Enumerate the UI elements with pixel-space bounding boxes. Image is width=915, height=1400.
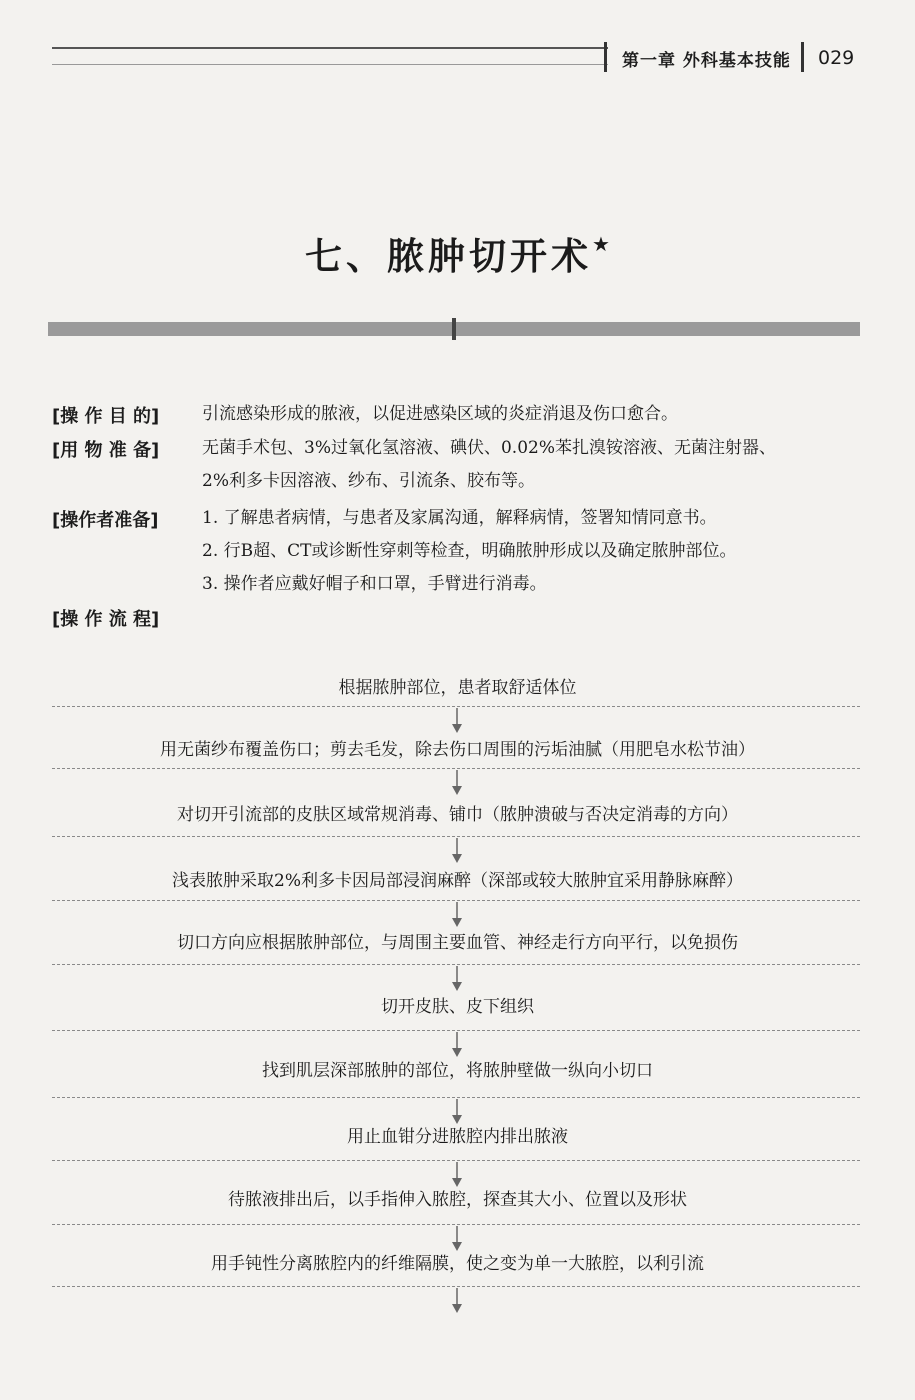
dashed-rule (52, 768, 860, 769)
purpose-line-1: 引流感染形成的脓液，以促进感染区域的炎症消退及伤口愈合。 (202, 404, 678, 424)
header-rule (52, 47, 608, 49)
flow-step: 根据脓肿部位，患者取舒适体位 (338, 678, 577, 698)
materials-line-1: 无菌手术包、3%过氧化氢溶液、碘伏、0.02%苯扎溴铵溶液、无菌注射器、 (202, 438, 776, 458)
dashed-rule (52, 1030, 860, 1031)
arrow-down-icon (450, 966, 464, 992)
star-mark: ★ (592, 232, 610, 256)
flow-step: 找到肌层深部脓肿的部位，将脓肿壁做一纵向小切口 (262, 1061, 653, 1081)
operator-line-2: 2. 行B超、CT或诊断性穿刺等检查，明确脓肿形成以及确定脓肿部位。 (202, 541, 737, 561)
page-number: 029 (818, 47, 855, 69)
flow-step: 切开皮肤、皮下组织 (381, 997, 534, 1017)
purpose-label: [操 作 目 的] (52, 406, 160, 427)
arrow-down-icon (450, 1226, 464, 1252)
operator-label: [操作者准备] (52, 510, 159, 531)
operator-line-3: 3. 操作者应戴好帽子和口罩，手臂进行消毒。 (202, 574, 547, 594)
arrow-down-icon (450, 1099, 464, 1125)
divider-mark (452, 318, 456, 340)
arrow-down-icon (450, 1162, 464, 1188)
flow-step: 浅表脓肿采取2%利多卡因局部浸润麻醉（深部或较大脓肿宜采用静脉麻醉） (172, 871, 743, 891)
flow-step: 对切开引流部的皮肤区域常规消毒、铺巾（脓肿溃破与否决定消毒的方向） (177, 805, 738, 825)
header-rule-thin (52, 64, 608, 65)
dashed-rule (52, 1097, 860, 1098)
arrow-down-icon (450, 838, 464, 864)
header-separator (604, 42, 607, 72)
flow-label: [操 作 流 程] (52, 609, 160, 630)
flow-step: 用无菌纱布覆盖伤口；剪去毛发，除去伤口周围的污垢油腻（用肥皂水松节油） (160, 740, 755, 760)
arrow-down-icon (450, 1288, 464, 1314)
dashed-rule (52, 1224, 860, 1225)
dashed-rule (52, 836, 860, 837)
materials-label: [用 物 准 备] (52, 440, 160, 461)
header-separator-right (801, 42, 804, 72)
arrow-down-icon (450, 708, 464, 734)
materials-line-2: 2%利多卡因溶液、纱布、引流条、胶布等。 (202, 471, 535, 491)
dashed-rule (52, 706, 860, 707)
arrow-down-icon (450, 902, 464, 928)
page-title (0, 226, 915, 280)
arrow-down-icon (450, 1032, 464, 1058)
arrow-down-icon (450, 770, 464, 796)
header-chapter: 第一章 外科基本技能 (622, 51, 791, 71)
dashed-rule (52, 1286, 860, 1287)
flow-step: 用止血钳分进脓腔内排出脓液 (347, 1127, 568, 1147)
dashed-rule (52, 900, 860, 901)
flow-step: 用手钝性分离脓腔内的纤维隔膜，使之变为单一大脓腔，以利引流 (211, 1254, 704, 1274)
flow-step: 待脓液排出后，以手指伸入脓腔，探查其大小、位置以及形状 (228, 1190, 687, 1210)
operator-line-1: 1. 了解患者病情，与患者及家属沟通，解释病情，签署知情同意书。 (202, 508, 717, 528)
flow-step: 切口方向应根据脓肿部位，与周围主要血管、神经走行方向平行，以免损伤 (177, 933, 738, 953)
title-text: 七、脓肿切开术 (305, 235, 593, 278)
dashed-rule (52, 964, 860, 965)
dashed-rule (52, 1160, 860, 1161)
